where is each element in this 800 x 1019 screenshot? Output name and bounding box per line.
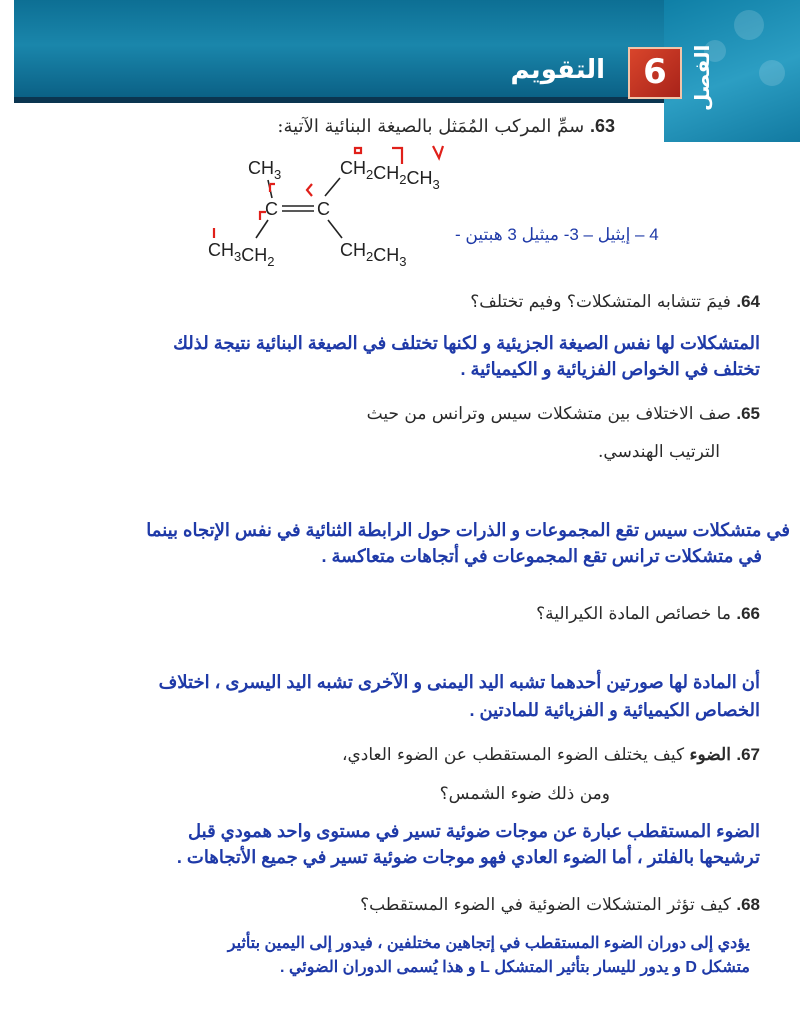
question-63: 63. سمِّ المركب المُمَثل بالصيغة البنائية الآتية: <box>277 116 615 137</box>
question-65-line2: الترتيب الهندسي. <box>598 442 720 462</box>
header-underline <box>14 97 714 103</box>
carbon-right: C <box>317 199 330 219</box>
answer-65: في متشكلات سيس تقع المجموعات و الذرات حول الرابطة الثنائية في نفس الإتجاه بينما في متشكلات ترانس تقع المجموعات في أتجاهات متعاكسة . <box>146 520 790 566</box>
header-banner <box>14 0 714 100</box>
chapter-number: 6 <box>628 47 682 99</box>
molecule-name-answer: 4 – إيثيل – 3- ميثيل 3 هبتين - <box>455 225 659 244</box>
chapter-label: الفصل <box>690 44 714 112</box>
question-67-line2: ومن ذلك ضوء الشمس؟ <box>439 784 610 804</box>
answer-66: أن المادة لها صورتين أحدهما تشبه اليد اليمنى و الآخرى تشبه اليد اليسرى ، اختلاف الخصاص الكيميائية و الفزيائية للمادتين . <box>158 672 760 720</box>
carbon-left: C <box>265 199 278 219</box>
group-ethyl-right: $CH_2CH_3$ <box>340 240 407 269</box>
answer-67: الضوء المستقطب عبارة عن موجات ضوئية تسير في مستوى واحد همودي قبل ترشيحها بالفلتر ، أما الضوء العادي فهو موجات ضوئية تسير في جميع الأتجاهات . <box>176 821 760 867</box>
answer-64: المتشكلات لها نفس الصيغة الجزيئية و لكنها تختلف في الصيغة البنائية نتيجة لذلك تختلف في الخواص الفزيائية و الكيميائية . <box>173 333 760 379</box>
question-64: 64. فيمَ تتشابه المتشكلات؟ وفيم تختلف؟ <box>470 292 760 312</box>
answer-68: يؤدي إلى دوران الضوء المستقطب في إتجاهين مختلفين ، فيدور إلى اليمين بتأثير متشكل D و يدور لليسار بتأثير المتشكل L و هذا يُسمى الدوران الضوئي . <box>227 935 750 976</box>
question-65: 65. صف الاختلاف بين متشكلات سيس وترانس من حيث <box>366 404 760 424</box>
question-67: 67. الضوء كيف يختلف الضوء المستقطب عن الضوء العادي، <box>341 745 760 765</box>
group-propyl: $CH_2CH_2CH_3$ <box>340 158 440 192</box>
structural-formula <box>190 140 490 270</box>
question-66: 66. ما خصائص المادة الكيرالية؟ <box>536 604 760 624</box>
page-title: التقويم <box>510 55 605 85</box>
group-ethyl-left: $CH_3CH_2$ <box>208 240 275 269</box>
group-ch3-top: $CH_3$ <box>248 158 282 182</box>
question-68: 68. كيف تؤثر المتشكلات الضوئية في الضوء المستقطب؟ <box>360 895 760 915</box>
chapter-side-tab <box>664 0 800 142</box>
